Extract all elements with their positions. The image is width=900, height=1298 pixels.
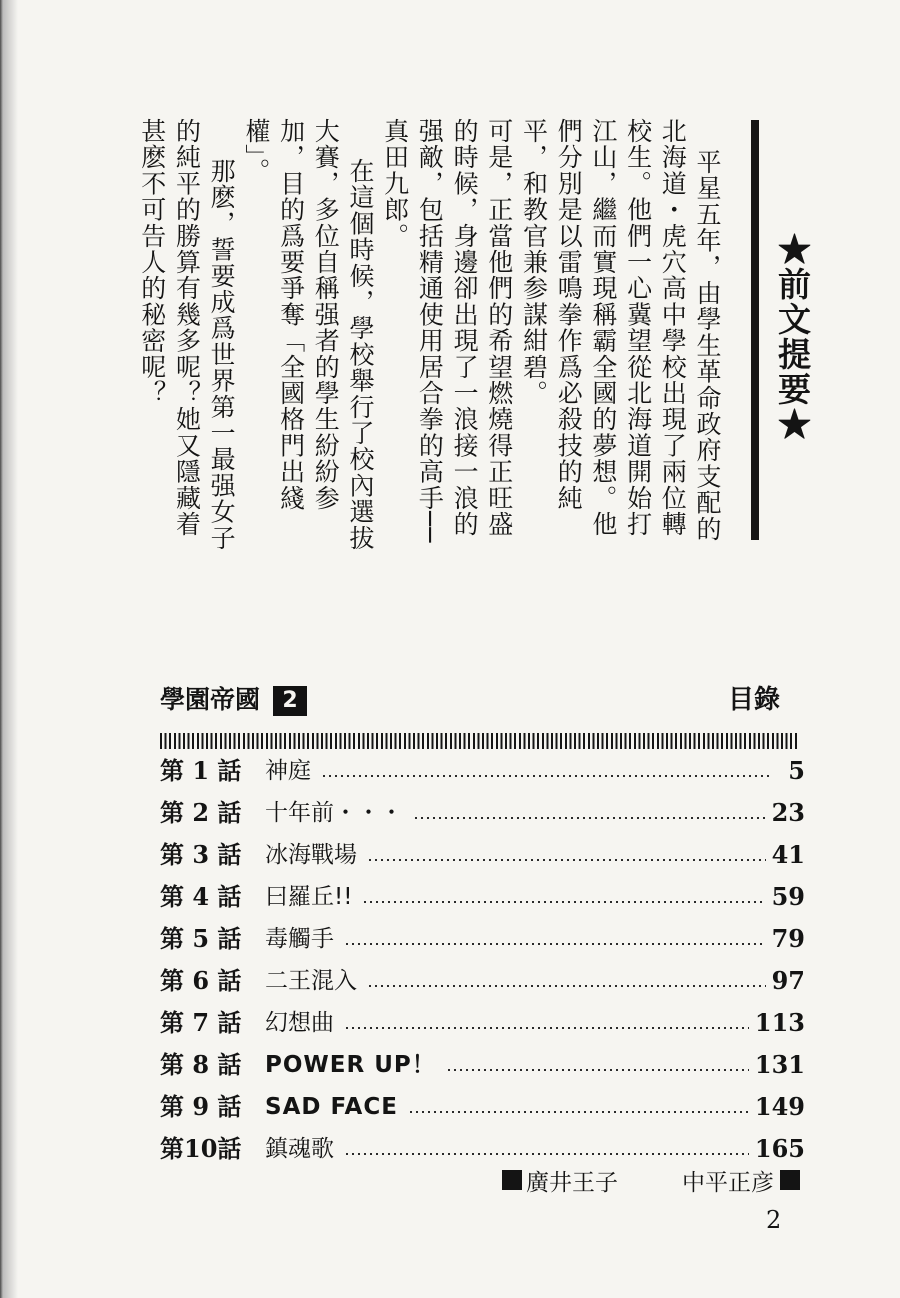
- episode-page: 97: [771, 966, 805, 995]
- toc-entry: [160, 960, 805, 1002]
- toc-entry: [160, 918, 805, 960]
- synopsis-paragraph-3: 在這個時候，學校舉行了校內選拔大賽，多位自稱强者的學生紛紛参加，目的爲要爭奪「全國格門出綫權」。: [241, 118, 375, 551]
- synopsis-paragraph-2: 可是，正當他們的希望燃燒得正旺盛的時候，身邊卻出現了一浪接一浪的强敵，包括精通使用居合拳的高手──真田九郎。: [380, 118, 514, 544]
- book-title: 學園帝國: [160, 685, 261, 714]
- toc-entry: [160, 834, 805, 876]
- episode-label: 第 9 話: [160, 1092, 242, 1121]
- black-square-marker: [502, 1170, 522, 1190]
- episode-label: 第 2 話: [160, 798, 242, 827]
- toc-entry: [160, 1002, 805, 1044]
- toc-entry: [160, 876, 805, 918]
- page-number: 2: [766, 1206, 782, 1234]
- episode-label: 第10話: [160, 1134, 242, 1163]
- episode-page: 41: [771, 840, 805, 869]
- page-edge-shadow: [0, 0, 22, 1298]
- synopsis-paragraph-4: 那麽，誓要成爲世界第一最强女子的純平的勝算有幾多呢？她又隱藏着甚麽不可告人的秘密呢？: [137, 118, 237, 551]
- episode-page: 165: [754, 1134, 805, 1163]
- episode-label: 第 6 話: [160, 966, 242, 995]
- dot-leader: [410, 1111, 749, 1113]
- episode-title: POWER UP！: [265, 1052, 436, 1078]
- episode-page: 23: [771, 798, 805, 827]
- synopsis-heading: ★前文提要★: [773, 232, 812, 442]
- episode-title: 曰羅丘!!: [265, 884, 353, 910]
- synopsis-divider-bar: [751, 120, 759, 540]
- dot-leader: [448, 1069, 749, 1071]
- dot-leader: [415, 817, 766, 819]
- episode-page: 59: [771, 882, 805, 911]
- artist-name: 中平正彦: [682, 1169, 774, 1196]
- synopsis-paragraph-1: 平星五年，由學生革命政府支配的北海道・虎穴高中學校出現了兩位轉校生。他們一心冀望從北海道開始打江山，繼而實現稱霸全國的夢想。他們分別是以雷鳴拳作爲必殺技的純平，和教官兼参謀紺碧。: [519, 118, 722, 543]
- dot-leader: [369, 985, 766, 987]
- toc-hatched-rule: [160, 733, 798, 749]
- episode-label: 第 8 話: [160, 1050, 242, 1079]
- synopsis-text: [137, 118, 724, 563]
- dot-leader: [323, 775, 771, 777]
- black-square-marker: [780, 1170, 800, 1190]
- episode-label: 第 1 話: [160, 756, 242, 785]
- volume-badge: 2: [273, 686, 307, 716]
- episode-label: 第 5 話: [160, 924, 242, 953]
- dot-leader: [346, 1153, 749, 1155]
- toc-entry: [160, 1044, 805, 1086]
- dot-leader: [364, 901, 765, 903]
- dot-leader: [346, 1027, 749, 1029]
- episode-title: SAD FACE: [265, 1094, 398, 1120]
- episode-page: 5: [788, 756, 805, 785]
- episode-title: 鎮魂歌: [265, 1136, 334, 1162]
- episode-label: 第 3 話: [160, 840, 242, 869]
- episode-title: 神庭: [265, 758, 311, 784]
- episode-title: 毒觸手: [265, 926, 334, 952]
- author-name: 廣井王子: [526, 1169, 618, 1196]
- episode-title: 二王混入: [265, 968, 357, 994]
- contents-label: 目錄: [727, 685, 780, 715]
- episode-page: 131: [754, 1050, 805, 1079]
- episode-label: 第 7 話: [160, 1008, 242, 1037]
- toc-list: [160, 750, 805, 1170]
- episode-label: 第 4 話: [160, 882, 242, 911]
- episode-title: 冰海戰場: [265, 842, 357, 868]
- credits: [502, 1164, 800, 1196]
- episode-page: 113: [754, 1008, 805, 1037]
- toc-entry: [160, 750, 805, 792]
- toc-entry: [160, 1086, 805, 1128]
- toc-entry: [160, 792, 805, 834]
- episode-page: 149: [754, 1092, 805, 1121]
- episode-title: 幻想曲: [265, 1010, 334, 1036]
- dot-leader: [346, 943, 766, 945]
- episode-page: 79: [771, 924, 805, 953]
- dot-leader: [369, 859, 766, 861]
- toc-header: [160, 682, 800, 718]
- episode-title: 十年前・・・: [265, 800, 403, 826]
